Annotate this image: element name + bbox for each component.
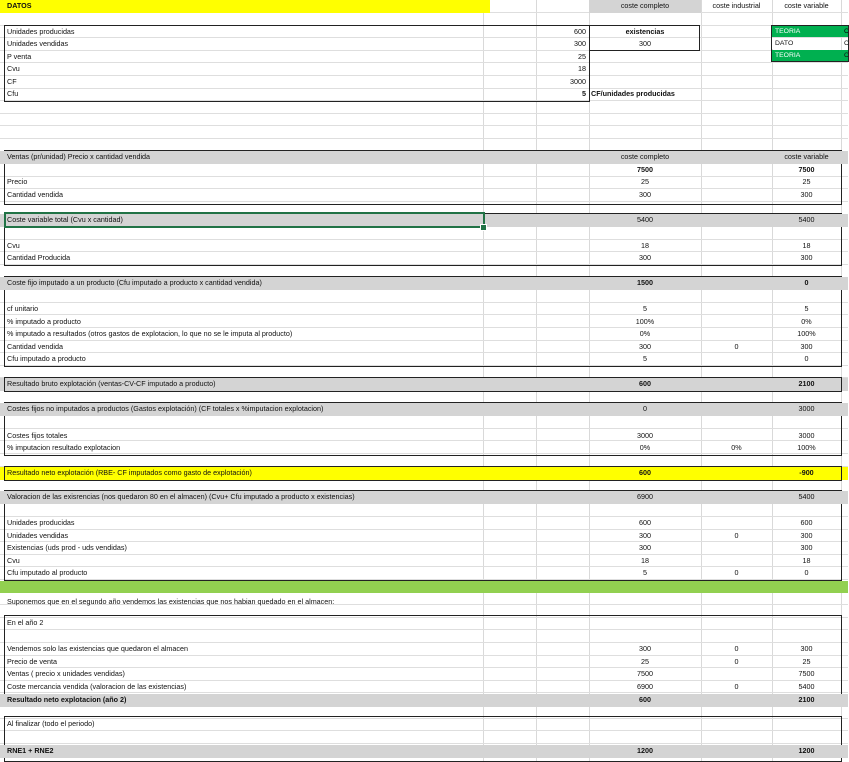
ventas-total-variable[interactable]: 7500 <box>798 164 815 174</box>
row-label: RNE1 + RNE2 <box>7 746 54 755</box>
row-label: Ventas ( precio x unidades vendidas) <box>7 669 125 679</box>
val-completo[interactable]: 18 <box>641 555 649 565</box>
val-variable[interactable]: 5400 <box>798 681 815 691</box>
val-industrial[interactable]: 0% <box>731 443 742 452</box>
val-completo[interactable]: 25 <box>641 656 649 666</box>
row-label: Unidades producidas <box>7 518 75 527</box>
rne-variable[interactable]: -900 <box>799 468 814 477</box>
row-label: % imputado a resultados (otros gastos de explotacion, lo que no se le imputa al producto) <box>7 329 293 339</box>
valor-completo[interactable]: 6900 <box>637 492 653 501</box>
rbe-variable[interactable]: 2100 <box>798 379 815 388</box>
val-variable[interactable]: 3000 <box>798 430 815 440</box>
input-label: Unidades vendidas <box>7 39 69 48</box>
final-row <box>0 745 848 758</box>
row-label: Vendemos solo las existencias que quedaron el almacen <box>7 644 188 653</box>
row-label: Cfu imputado a producto <box>7 354 86 364</box>
val-industrial[interactable] <box>701 328 772 341</box>
val-variable[interactable]: 600 <box>800 518 813 527</box>
val-completo[interactable]: 300 <box>639 341 651 351</box>
cv-row <box>0 240 848 253</box>
existencias-value[interactable]: 300 <box>639 39 651 48</box>
cfno-title-row <box>0 403 848 416</box>
existencias-label: existencias <box>625 26 665 36</box>
input-value[interactable]: 3000 <box>570 76 586 86</box>
input-value[interactable]: 600 <box>574 26 586 36</box>
val-variable[interactable]: 5 <box>804 304 809 313</box>
val-industrial[interactable]: 0 <box>734 568 739 578</box>
val-variable[interactable]: 2100 <box>798 695 815 704</box>
fill-handle[interactable] <box>480 224 487 231</box>
val-completo[interactable]: 300 <box>639 644 651 653</box>
val-completo[interactable]: 3000 <box>637 430 653 440</box>
rne-title[interactable]: Resultado neto explotación (RBE- CF imputados como gasto de explotación) <box>7 468 252 477</box>
row-label: Cfu imputado al producto <box>7 568 88 578</box>
row-label: Coste mercancia vendida (valoracion de las existencias) <box>7 681 187 691</box>
val-completo[interactable]: 25 <box>641 177 649 186</box>
legend-c: C <box>844 40 849 47</box>
active-cell-selection[interactable] <box>4 212 485 228</box>
input-row <box>0 38 848 51</box>
row-label: Costes fijos totales <box>7 430 68 440</box>
val-variable[interactable]: 300 <box>800 644 813 653</box>
row-divider <box>0 125 848 126</box>
val-variable[interactable]: 0% <box>801 316 812 326</box>
cfno-row <box>0 442 848 455</box>
val-completo[interactable]: 6900 <box>637 681 653 691</box>
rbe-completo[interactable]: 600 <box>639 379 651 388</box>
data-row <box>0 681 848 694</box>
ventas-total-row <box>0 164 848 177</box>
valor-title[interactable]: Valoracion de las exisrencias (nos quedaron 80 en el almacen) (Cvu+ Cfu imputado a producto x existencias) <box>7 492 355 501</box>
row-label: Precio <box>7 177 28 186</box>
anio2-title[interactable]: En el año 2 <box>7 618 44 627</box>
input-label: P venta <box>7 51 32 61</box>
row-label: Resultado neto explotacion (año 2) <box>7 695 127 704</box>
val-variable[interactable]: 100% <box>797 329 816 339</box>
cfno-title[interactable]: Costes fijos no imputados a productos (Gastos explotación) (CF totales x %imputacion explotacion) <box>7 404 324 413</box>
val-variable[interactable]: 300 <box>800 543 813 553</box>
val-industrial[interactable]: 0 <box>734 341 739 351</box>
cv-row <box>0 252 848 265</box>
legend-c: C <box>841 50 848 61</box>
legend-teoria: TEORIA <box>772 50 841 61</box>
cfimp-completo[interactable]: 1500 <box>637 278 653 287</box>
row-label: Unidades vendidas <box>7 530 69 540</box>
input-row <box>0 63 848 76</box>
val-variable[interactable]: 25 <box>802 177 811 186</box>
val-variable[interactable]: 7500 <box>798 669 815 679</box>
valor-title-row <box>0 491 848 504</box>
val-industrial[interactable] <box>701 542 772 555</box>
row-label: Cvu <box>7 555 20 565</box>
cfno-completo[interactable]: 0 <box>643 404 647 413</box>
row-label: % imputado a producto <box>7 316 81 326</box>
val-variable[interactable]: 300 <box>800 341 813 351</box>
cfimp-title[interactable]: Coste fijo imputado a un producto (Cfu imputado a producto x cantidad vendida) <box>7 278 262 287</box>
val-completo[interactable]: 7500 <box>637 669 653 679</box>
val-completo[interactable]: 0% <box>639 329 651 339</box>
data-row <box>0 530 848 543</box>
ventas-h-variable: coste variable <box>784 152 829 161</box>
row-divider <box>0 743 848 744</box>
data-row <box>0 555 848 568</box>
input-value[interactable]: 300 <box>574 39 586 48</box>
data-row <box>0 353 848 366</box>
anio2-result-row <box>0 694 848 707</box>
input-value[interactable]: 25 <box>578 51 586 61</box>
val-industrial[interactable]: 0 <box>734 644 739 653</box>
val-variable[interactable]: 25 <box>802 656 811 666</box>
cv-title[interactable]: Coste variable total (Cvu x cantidad) <box>7 215 123 224</box>
separator-band <box>0 581 848 593</box>
ventas-row <box>0 189 848 202</box>
val-completo[interactable]: 300 <box>639 530 651 540</box>
val-variable[interactable]: 0 <box>804 568 809 578</box>
val-variable[interactable]: 1200 <box>798 746 815 755</box>
val-completo[interactable]: 300 <box>639 543 651 553</box>
val-completo[interactable]: 600 <box>639 518 651 527</box>
anio2-title-row <box>0 617 848 630</box>
ventas-title[interactable]: Ventas (pr/unidad) Precio x cantidad vendida <box>7 152 151 161</box>
input-row <box>0 51 848 64</box>
input-value[interactable]: 18 <box>578 64 586 73</box>
val-completo[interactable]: 5 <box>643 304 647 313</box>
data-row <box>0 341 848 354</box>
ventas-title-row <box>0 151 848 164</box>
data-row <box>0 517 848 530</box>
row-label: Existencias (uds prod - uds vendidas) <box>7 543 127 553</box>
datos-cell[interactable]: DATOS <box>0 0 490 13</box>
row-label: Cantidad vendida <box>7 341 63 351</box>
row-label: Precio de venta <box>7 656 57 666</box>
cfno-variable[interactable]: 3000 <box>798 404 815 413</box>
ventas-row <box>0 176 848 189</box>
rne-row <box>0 467 848 480</box>
input-label: Cfu <box>7 89 19 98</box>
final-title-row <box>0 718 848 731</box>
val-industrial[interactable]: 0 <box>734 681 739 691</box>
row-divider <box>0 113 848 114</box>
suponemos-text[interactable]: Suponemos que en el segundo año vendemos las existencias que nos habian quedado en el almacen: <box>7 597 335 606</box>
row-label: cf unitario <box>7 304 39 313</box>
val-completo[interactable]: 300 <box>639 189 651 199</box>
valor-variable[interactable]: 5400 <box>798 492 815 501</box>
input-label: CF <box>7 76 17 86</box>
val-variable[interactable]: 0 <box>804 354 809 364</box>
input-value[interactable]: 5 <box>582 89 586 98</box>
input-label: Unidades producidas <box>7 26 75 36</box>
val-industrial[interactable]: 0 <box>734 656 739 666</box>
val-variable[interactable]: 18 <box>802 555 811 565</box>
data-row <box>0 567 848 580</box>
header-coste-variable[interactable]: coste variable <box>784 1 829 10</box>
data-row <box>0 668 848 681</box>
data-row <box>0 316 848 329</box>
cv-completo[interactable]: 5400 <box>637 215 653 224</box>
rne-completo[interactable]: 600 <box>639 468 651 477</box>
input-row <box>0 26 848 39</box>
header-row <box>0 0 848 13</box>
val-completo[interactable]: 300 <box>639 253 651 262</box>
val-completo[interactable]: 0% <box>639 443 651 452</box>
row-divider <box>0 138 848 139</box>
val-variable[interactable]: 300 <box>800 189 813 199</box>
rbe-row <box>0 378 848 391</box>
data-row <box>0 656 848 669</box>
row-label: Cvu <box>7 240 20 250</box>
row-label: Cantidad Producida <box>7 253 71 262</box>
val-completo[interactable]: 5 <box>643 568 647 578</box>
val-completo[interactable]: 600 <box>639 695 651 704</box>
data-row <box>0 328 848 341</box>
val-completo[interactable]: 1200 <box>637 746 653 755</box>
val-industrial[interactable] <box>701 668 772 681</box>
header-coste-completo[interactable]: coste completo <box>589 0 701 13</box>
legend-c: C <box>841 26 848 37</box>
val-industrial[interactable] <box>701 353 772 366</box>
rbe-title[interactable]: Resultado bruto explotación (ventas-CV-CF imputado a producto) <box>7 379 216 388</box>
val-industrial[interactable] <box>701 517 772 530</box>
val-completo[interactable]: 18 <box>641 240 649 250</box>
val-completo[interactable]: 100% <box>635 316 655 326</box>
input-label: Cvu <box>7 64 20 73</box>
val-industrial[interactable] <box>701 555 772 568</box>
ventas-h-completo: coste completo <box>620 152 670 161</box>
val-industrial[interactable]: 0 <box>734 530 739 540</box>
val-industrial[interactable] <box>701 316 772 329</box>
ventas-total-completo[interactable]: 7500 <box>637 164 653 174</box>
legend-dato: DATO <box>772 38 841 49</box>
cfimp-variable[interactable]: 0 <box>804 278 809 287</box>
val-completo[interactable]: 5 <box>643 354 647 364</box>
data-row <box>0 643 848 656</box>
val-variable[interactable]: 300 <box>800 530 813 540</box>
val-variable[interactable]: 300 <box>800 253 813 262</box>
cv-variable[interactable]: 5400 <box>798 215 815 224</box>
suponemos-row <box>0 596 848 609</box>
cfimp-title-row <box>0 277 848 290</box>
data-row <box>0 303 848 316</box>
row-label: % imputacion resultado explotacion <box>7 443 121 452</box>
cfu-note: CF/unidades producidas <box>591 89 675 98</box>
val-industrial[interactable] <box>701 303 772 316</box>
header-coste-industrial[interactable]: coste industrial <box>712 1 761 10</box>
cfno-row <box>0 430 848 443</box>
row-label: Cantidad vendida <box>7 189 63 199</box>
legend-teoria: TEORIA <box>772 26 841 37</box>
val-variable[interactable]: 100% <box>797 443 816 452</box>
data-row <box>0 542 848 555</box>
final-title[interactable]: Al finalizar (todo el periodo) <box>7 719 95 728</box>
input-row <box>0 88 848 101</box>
val-variable[interactable]: 18 <box>802 240 811 250</box>
input-row <box>0 76 848 89</box>
